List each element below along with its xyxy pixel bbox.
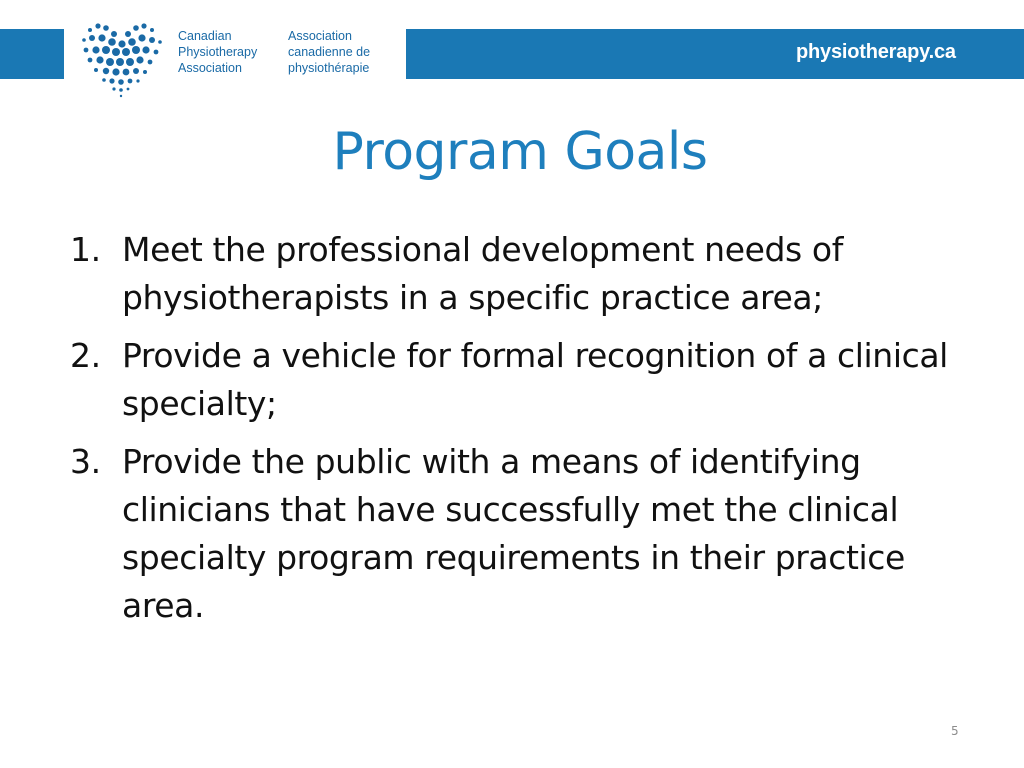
logo-line: Association bbox=[178, 61, 242, 75]
page-number: 5 bbox=[951, 724, 959, 738]
goal-text: Provide the public with a means of identifying clinicians that have successfully met the clinical specialty program requirements in their practice area. bbox=[122, 442, 905, 625]
goal-item bbox=[70, 332, 970, 428]
site-url: physiotherapy.ca bbox=[796, 41, 956, 63]
slide-title: Program Goals bbox=[332, 122, 708, 182]
heart-dots-logo-icon bbox=[76, 16, 166, 98]
goal-text: Meet the professional development needs of physiotherapists in a specific practice area; bbox=[122, 230, 843, 317]
logo-text-english bbox=[178, 28, 257, 76]
logo-line: physiothérapie bbox=[288, 61, 370, 75]
logo-text-french bbox=[288, 28, 370, 76]
logo-line: Physiotherapy bbox=[178, 45, 258, 59]
goal-number: 3. bbox=[70, 442, 101, 481]
goal-number: 2. bbox=[70, 336, 101, 375]
logo-line: canadienne de bbox=[288, 45, 371, 59]
goal-text: Provide a vehicle for formal recognition of a clinical specialty; bbox=[122, 336, 948, 423]
goals-list bbox=[70, 226, 970, 640]
logo-line: Canadian bbox=[178, 29, 232, 43]
logo-line: Association bbox=[288, 29, 352, 43]
goal-item bbox=[70, 226, 970, 322]
goal-item bbox=[70, 438, 970, 630]
goal-number: 1. bbox=[70, 230, 101, 269]
